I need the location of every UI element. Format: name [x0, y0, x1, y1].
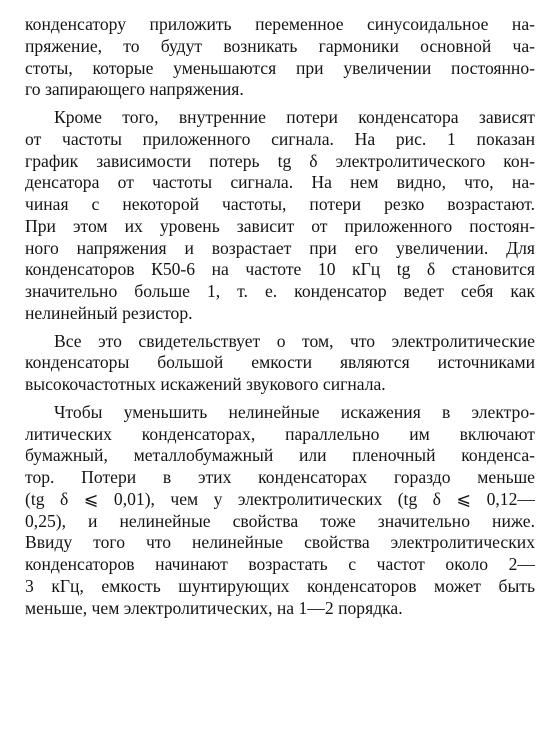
text-line: чиная с некоторой частоты, потери резко возрастают. — [25, 194, 535, 214]
paragraph-2 — [25, 107, 535, 325]
paragraph-4 — [25, 402, 535, 620]
text-line: конденсатору приложить переменное синусоидальное на- — [25, 14, 535, 34]
text-line: пряжение, то будут возникать гармоники основной ча- — [25, 35, 535, 56]
text-line: Ввиду того что нелинейные свойства электролитических — [25, 532, 535, 553]
text-line: тор. Потери в этих конденсаторах гораздо меньше — [25, 467, 535, 487]
text-line: высокочастотных искажений звукового сигнала. — [25, 374, 386, 394]
text-line: (tg δ ⩽ 0,01), чем у электролитических (tg δ ⩽ 0,12— — [25, 488, 535, 509]
text-line: конденсаторов начинают возрастать с частот около 2— — [25, 554, 535, 574]
text-line: стоты, которые уменьшаются при увеличении постоянно- — [25, 57, 535, 78]
text-line: 0,25), и нелинейные свойства тоже значительно ниже. — [25, 510, 535, 531]
paragraph-3 — [25, 331, 535, 396]
text-line: ного напряжения и возрастает при его увеличении. Для — [25, 237, 535, 258]
text-line: от частоты приложенного сигнала. На рис. 1 показан — [25, 128, 535, 149]
text-line: го запирающего напряжения. — [25, 79, 244, 100]
text-line: 3 кГц, емкость шунтирующих конденсаторов может быть — [25, 575, 535, 596]
text-line: При этом их уровень зависит от приложенного постоян- — [25, 215, 535, 236]
text-line: конденсаторы большой емкости являются источниками — [25, 352, 535, 373]
text-line: бумажный, металлобумажный или пленочный конденса- — [25, 445, 535, 466]
text-line: график зависимости потерь tg δ электролитического кон- — [25, 150, 535, 171]
text-line: значительно больше 1, т. е. конденсатор ведет себя как — [25, 281, 535, 301]
page-text — [25, 14, 535, 619]
text-line: литических конденсаторах, параллельно им включают — [25, 423, 535, 444]
text-line: денсатора от частоты сигнала. На нем видно, что, на- — [25, 172, 535, 193]
text-line: конденсаторов К50-6 на частоте 10 кГц tg δ становится — [25, 259, 535, 280]
text-line: нелинейный резистор. — [25, 302, 193, 323]
paragraph-1 — [25, 14, 535, 101]
text-line: Все это свидетельствует о том, что электролитические — [54, 330, 535, 351]
text-line: Кроме того, внутренние потери конденсатора зависят — [54, 107, 535, 127]
text-line: Чтобы уменьшить нелинейные искажения в электро- — [54, 401, 535, 422]
text-line: меньше, чем электролитических, на 1—2 порядка. — [25, 597, 403, 618]
